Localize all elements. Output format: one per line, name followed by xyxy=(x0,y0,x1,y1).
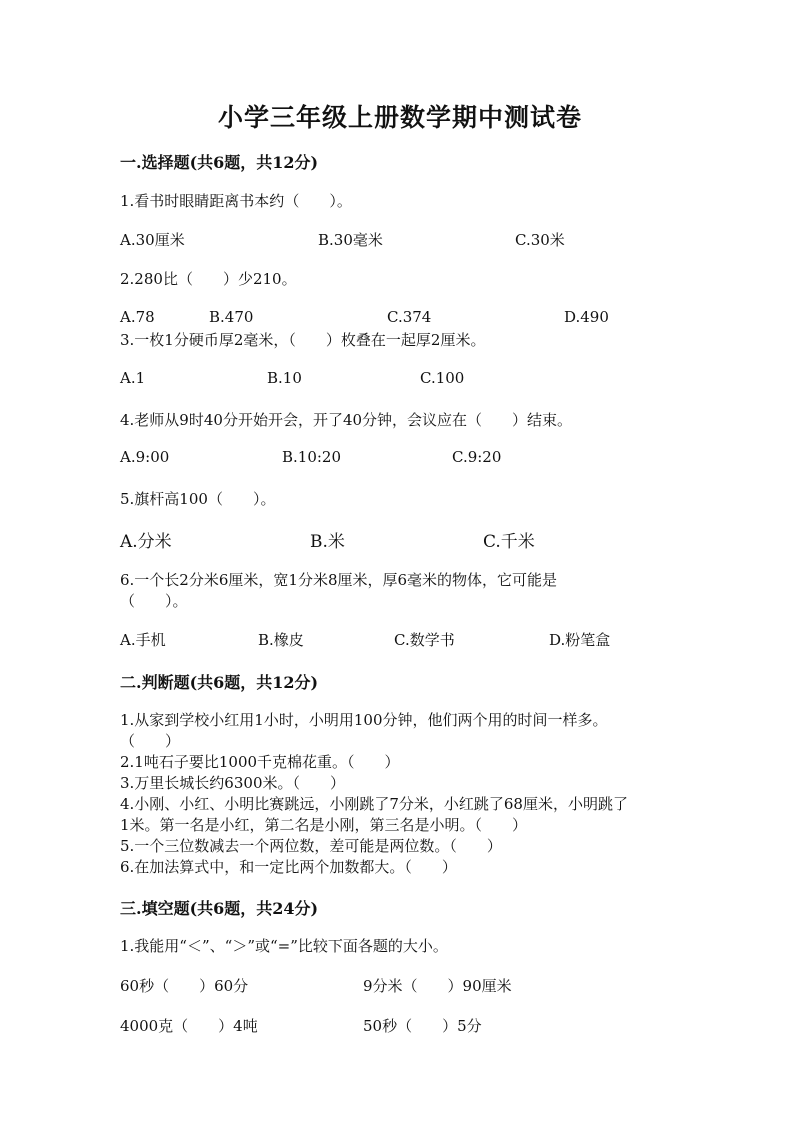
section-heading-judgement: 二.判断题(共6题，共12分) xyxy=(120,673,319,692)
option: B.10 xyxy=(267,369,302,387)
question-text: 4.老师从9时40分开始开会，开了40分钟，会议应在（ ）结束。 xyxy=(120,411,573,429)
option: B.10:20 xyxy=(282,448,342,466)
judgement-line: 5.一个三位数减去一个两位数，差可能是两位数。（ ） xyxy=(120,837,502,855)
option: B.米 xyxy=(310,532,345,552)
question-text-continued: （ ）。 xyxy=(120,592,188,610)
option: C.数学书 xyxy=(394,631,455,649)
option: A.9:00 xyxy=(120,448,170,466)
option: A.分米 xyxy=(120,532,172,552)
compare-item: 60秒（ ）60分 xyxy=(120,977,249,995)
judgement-line: 2.1吨石子要比1000千克棉花重。（ ） xyxy=(120,753,400,771)
compare-item: 4000克（ ）4吨 xyxy=(120,1017,258,1035)
option: A.1 xyxy=(120,369,146,387)
option: B.30毫米 xyxy=(318,231,383,249)
judgement-line: 3.万里长城长约6300米。（ ） xyxy=(120,774,345,792)
option: B.橡皮 xyxy=(258,631,304,649)
question-text: 1.看书时眼睛距离书本约（ ）。 xyxy=(120,192,352,210)
judgement-line: 6.在加法算式中，和一定比两个加数都大。（ ） xyxy=(120,858,457,876)
compare-item: 50秒（ ）5分 xyxy=(363,1017,482,1035)
section-heading-fill: 三.填空题(共6题，共24分) xyxy=(120,899,319,918)
question-text: 6.一个长2分米6厘米，宽1分米8厘米，厚6毫米的物体，它可能是 xyxy=(120,571,558,589)
question-text: 1.我能用“＜”、“＞”或“=”比较下面各题的大小。 xyxy=(120,937,448,955)
section-heading-choice: 一.选择题(共6题，共12分) xyxy=(120,153,319,172)
option: C.100 xyxy=(420,369,465,387)
option: C.千米 xyxy=(483,532,535,552)
option: C.374 xyxy=(387,308,432,326)
option: A.78 xyxy=(120,308,155,326)
question-text: 2.280比（ ）少210。 xyxy=(120,270,297,288)
judgement-line: （ ） xyxy=(120,732,181,750)
option: A.手机 xyxy=(120,631,166,649)
option: C.30米 xyxy=(515,231,565,249)
judgement-line: 1米。第一名是小红，第二名是小刚，第三名是小明。（ ） xyxy=(120,816,528,834)
option: C.9:20 xyxy=(452,448,502,466)
option: A.30厘米 xyxy=(120,231,185,249)
judgement-line: 1.从家到学校小红用1小时，小明用100分钟，他们两个用的时间一样多。 xyxy=(120,711,608,729)
compare-item: 9分米（ ）90厘米 xyxy=(363,977,512,995)
page-title: 小学三年级上册数学期中测试卷 xyxy=(217,103,582,132)
question-text: 3.一枚1分硬币厚2毫米，（ ）枚叠在一起厚2厘米。 xyxy=(120,331,486,349)
option: D.490 xyxy=(564,308,609,326)
question-text: 5.旗杆高100（ ）。 xyxy=(120,490,276,508)
option: B.470 xyxy=(209,308,254,326)
judgement-line: 4.小刚、小红、小明比赛跳远，小刚跳了7分米，小红跳了68厘米，小明跳了 xyxy=(120,795,628,813)
option: D.粉笔盒 xyxy=(549,631,611,649)
